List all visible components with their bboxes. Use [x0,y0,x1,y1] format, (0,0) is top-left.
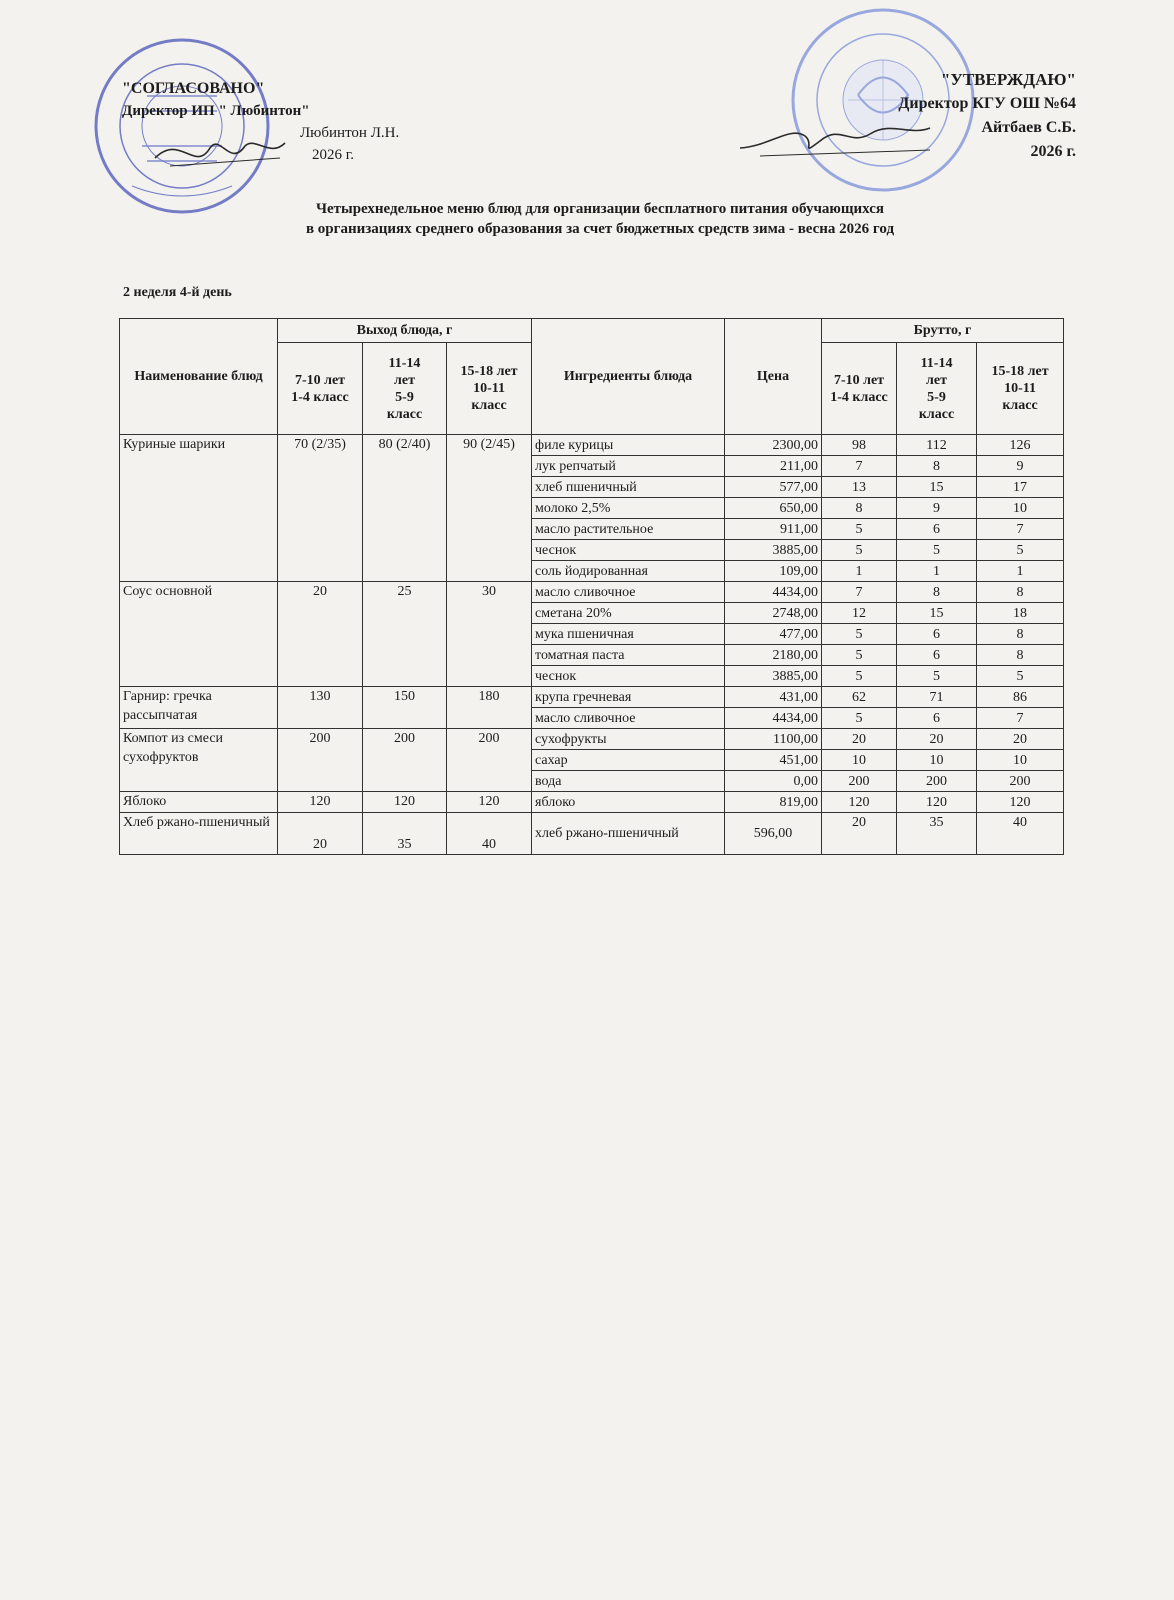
dish-output-cell: 120 [363,792,447,813]
brutto-cell: 18 [977,603,1064,624]
brutto-cell: 7 [822,582,897,603]
price-cell: 211,00 [725,456,822,477]
brutto-cell: 1 [897,561,977,582]
brutto-cell: 200 [897,771,977,792]
price-cell: 3885,00 [725,666,822,687]
price-cell: 2300,00 [725,435,822,456]
brutto-cell: 15 [897,477,977,498]
brutto-cell: 5 [822,645,897,666]
brutto-cell: 15 [897,603,977,624]
ingredient-cell: крупа гречневая [532,687,725,708]
brutto-cell: 62 [822,687,897,708]
dish-name-cell: Соус основной [120,582,278,687]
price-cell: 3885,00 [725,540,822,561]
ingredient-cell: сахар [532,750,725,771]
brutto-cell: 120 [897,792,977,813]
ingredient-cell: соль йодированная [532,561,725,582]
brutto-cell: 6 [897,708,977,729]
brutto-cell: 71 [897,687,977,708]
price-cell: 577,00 [725,477,822,498]
menu-table-body [120,435,1064,855]
brutto-cell: 5 [822,540,897,561]
brutto-cell: 5 [977,540,1064,561]
header-brutto-age-7-10: 7-10 лет 1-4 класс [822,343,897,435]
brutto-cell: 20 [977,729,1064,750]
table-row [120,687,1064,708]
brutto-cell: 40 [977,813,1064,855]
approval-right-title: "УТВЕРЖДАЮ" [940,70,1076,89]
dish-output-cell: 20 [278,813,363,855]
price-cell: 819,00 [725,792,822,813]
ingredient-cell: яблоко [532,792,725,813]
ingredient-cell: хлеб пшеничный [532,477,725,498]
header-output: Выход блюда, г [278,319,532,343]
brutto-cell: 5 [822,519,897,540]
brutto-cell: 98 [822,435,897,456]
brutto-cell: 17 [977,477,1064,498]
brutto-cell: 5 [897,540,977,561]
dish-name-cell: Компот из смеси сухофруктов [120,729,278,792]
brutto-cell: 120 [822,792,897,813]
brutto-cell: 9 [897,498,977,519]
brutto-cell: 12 [822,603,897,624]
brutto-cell: 8 [897,582,977,603]
dish-name-cell: Гарнир: гречка рассыпчатая [120,687,278,729]
header-dish-name: Наименование блюд [120,319,278,435]
brutto-cell: 7 [977,708,1064,729]
dish-output-cell: 35 [363,813,447,855]
price-cell: 4434,00 [725,708,822,729]
brutto-cell: 5 [977,666,1064,687]
header-output-age-7-10: 7-10 лет 1-4 класс [278,343,363,435]
brutto-cell: 112 [897,435,977,456]
brutto-cell: 13 [822,477,897,498]
brutto-cell: 7 [822,456,897,477]
header-brutto: Брутто, г [822,319,1064,343]
ingredient-cell: лук репчатый [532,456,725,477]
week-day-label: 2 неделя 4-й день [123,285,232,300]
table-row [120,792,1064,813]
approval-left-signer: Любинтон Л.Н. [300,125,400,141]
approval-right-signer: Айтбаев С.Б. [981,119,1076,136]
header-brutto-age-15-18: 15-18 лет 10-11 класс [977,343,1064,435]
signature-left-icon [150,128,290,178]
dish-output-cell: 130 [278,687,363,729]
dish-output-cell: 70 (2/35) [278,435,363,582]
price-cell: 911,00 [725,519,822,540]
dish-output-cell: 25 [363,582,447,687]
dish-output-cell: 90 (2/45) [447,435,532,582]
price-cell: 431,00 [725,687,822,708]
approval-left-title: "СОГЛАСОВАНО" [122,80,265,97]
brutto-cell: 20 [822,813,897,855]
price-cell: 2748,00 [725,603,822,624]
brutto-cell: 1 [822,561,897,582]
dish-output-cell: 30 [447,582,532,687]
approval-right-position: Директор КГУ ОШ №64 [898,95,1076,112]
signature-right-icon [730,106,940,166]
price-cell: 0,00 [725,771,822,792]
table-row [120,813,1064,855]
table-row [120,729,1064,750]
price-cell: 451,00 [725,750,822,771]
dish-output-cell: 200 [363,729,447,792]
approval-left-date: 2026 г. [312,147,354,163]
brutto-cell: 20 [897,729,977,750]
heading-line-2: в организациях среднего образования за счет бюджетных средств зима - весна 2026 год [305,221,895,237]
header-brutto-age-11-14: 11-14 лет 5-9 класс [897,343,977,435]
brutto-cell: 6 [897,519,977,540]
dish-output-cell: 20 [278,582,363,687]
ingredient-cell: хлеб ржано-пшеничный [532,813,725,855]
brutto-cell: 8 [977,582,1064,603]
header-output-age-11-14: 11-14 лет 5-9 класс [363,343,447,435]
brutto-cell: 10 [897,750,977,771]
dish-output-cell: 200 [447,729,532,792]
ingredient-cell: вода [532,771,725,792]
brutto-cell: 9 [977,456,1064,477]
brutto-cell: 10 [977,750,1064,771]
brutto-cell: 200 [822,771,897,792]
brutto-cell: 86 [977,687,1064,708]
brutto-cell: 20 [822,729,897,750]
brutto-cell: 6 [897,624,977,645]
brutto-cell: 35 [897,813,977,855]
brutto-cell: 7 [977,519,1064,540]
brutto-cell: 8 [822,498,897,519]
brutto-cell: 5 [822,708,897,729]
dish-output-cell: 150 [363,687,447,729]
brutto-cell: 8 [977,624,1064,645]
ingredient-cell: чеснок [532,666,725,687]
brutto-cell: 8 [977,645,1064,666]
ingredient-cell: филе курицы [532,435,725,456]
ingredient-cell: чеснок [532,540,725,561]
ingredient-cell: масло растительное [532,519,725,540]
approval-right-date: 2026 г. [1030,143,1076,160]
brutto-cell: 200 [977,771,1064,792]
brutto-cell: 5 [897,666,977,687]
ingredient-cell: сметана 20% [532,603,725,624]
table-row [120,435,1064,456]
brutto-cell: 5 [822,624,897,645]
header-output-age-15-18: 15-18 лет 10-11 класс [447,343,532,435]
dish-output-cell: 180 [447,687,532,729]
menu-table [119,318,1064,855]
ingredient-cell: масло сливочное [532,582,725,603]
header-ingredients: Ингредиенты блюда [532,319,725,435]
dish-output-cell: 200 [278,729,363,792]
heading-line-1: Четырехнедельное меню блюд для организации бесплатного питания обучающихся [315,201,885,217]
brutto-cell: 120 [977,792,1064,813]
price-cell: 2180,00 [725,645,822,666]
dish-output-cell: 120 [447,792,532,813]
approval-left-position: Директор ИП " Любинтон" [122,103,310,119]
dish-output-cell: 80 (2/40) [363,435,447,582]
brutto-cell: 1 [977,561,1064,582]
price-cell: 1100,00 [725,729,822,750]
brutto-cell: 6 [897,645,977,666]
dish-output-cell: 120 [278,792,363,813]
price-cell: 109,00 [725,561,822,582]
price-cell: 650,00 [725,498,822,519]
ingredient-cell: томатная паста [532,645,725,666]
dish-output-cell: 40 [447,813,532,855]
brutto-cell: 126 [977,435,1064,456]
ingredient-cell: сухофрукты [532,729,725,750]
dish-name-cell: Яблоко [120,792,278,813]
ingredient-cell: молоко 2,5% [532,498,725,519]
ingredient-cell: мука пшеничная [532,624,725,645]
document-heading [150,199,1050,239]
dish-name-cell: Куриные шарики [120,435,278,582]
menu-table-header [120,319,1064,435]
ingredient-cell: масло сливочное [532,708,725,729]
brutto-cell: 10 [822,750,897,771]
brutto-cell: 10 [977,498,1064,519]
brutto-cell: 8 [897,456,977,477]
header-price: Цена [725,319,822,435]
dish-name-cell: Хлеб ржано-пшеничный [120,813,278,855]
price-cell: 477,00 [725,624,822,645]
table-row [120,582,1064,603]
price-cell: 4434,00 [725,582,822,603]
brutto-cell: 5 [822,666,897,687]
price-cell: 596,00 [725,813,822,855]
